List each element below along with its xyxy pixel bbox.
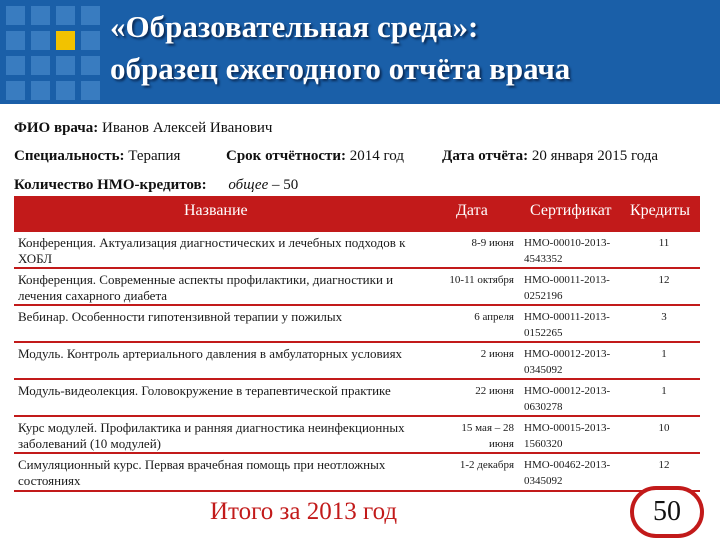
- credits-total-word: общее: [228, 177, 269, 193]
- period-value: 2014 год: [349, 148, 405, 164]
- row-credits: 11: [658, 237, 670, 249]
- row-cert: НМО-00012-2013-0345092: [524, 348, 611, 376]
- table-row: [14, 343, 700, 378]
- row-credits: 12: [658, 274, 670, 286]
- row-name: Конференция. Актуализация диагностических и лечебных подходов к ХОБЛ: [18, 235, 406, 266]
- fio-value: Иванов Алексей Иванович: [102, 120, 273, 136]
- row-credits: 1: [661, 348, 667, 360]
- table-row: [14, 417, 700, 452]
- row-cert: НМО-00010-2013-4543352: [524, 237, 611, 265]
- highlight-square: [56, 31, 75, 50]
- row-cert: НМО-00011-2013-0252196: [524, 274, 610, 302]
- period-row: [226, 148, 404, 165]
- report-date-row: [442, 148, 658, 165]
- row-date: 15 мая – 28 июня: [461, 422, 514, 450]
- credits-label: Количество НМО-кредитов:: [14, 177, 207, 193]
- header-credits: Кредиты: [630, 202, 691, 219]
- row-name: Модуль-видеолекция. Головокружение в терапевтической практике: [18, 383, 391, 398]
- row-credits: 3: [661, 311, 667, 323]
- row-cert: НМО-00012-2013-0630278: [524, 385, 611, 413]
- row-cert: НМО-00011-2013-0152265: [524, 311, 610, 339]
- row-cert: НМО-00462-2013-0345092: [524, 459, 611, 487]
- specialty-label: Специальность:: [14, 148, 125, 164]
- row-credits: 1: [661, 385, 667, 397]
- header-name: Название: [184, 202, 248, 219]
- row-date: 10-11 октября: [449, 274, 514, 286]
- table-row: [14, 269, 700, 304]
- row-credits: 12: [658, 459, 670, 471]
- title-banner: [0, 0, 720, 104]
- slide-title-line2: образец ежегодного отчёта врача: [110, 51, 571, 86]
- row-date: 1-2 декабря: [459, 459, 514, 471]
- credits-total-value: – 50: [271, 177, 299, 193]
- decorative-grid: [6, 6, 100, 100]
- row-date: 22 июня: [475, 385, 514, 397]
- slide-title-line1: «Образовательная среда»:: [110, 9, 479, 44]
- total-value-circle: [630, 486, 704, 538]
- fio-row: [14, 120, 272, 137]
- specialty-value: Терапия: [128, 148, 181, 164]
- row-name: Вебинар. Особенности гипотензивной терапии у пожилых: [18, 309, 343, 324]
- table-row: [14, 454, 700, 490]
- row-date: 6 апреля: [474, 311, 514, 323]
- total-label: Итого за 2013 год: [210, 498, 398, 525]
- specialty-row: [14, 148, 180, 165]
- report-date-value: 20 января 2015 года: [531, 148, 659, 164]
- header-date: Дата: [456, 202, 488, 219]
- row-name: Конференция. Современные аспекты профилактики, диагностики и лечения сахарного диабета: [18, 272, 394, 303]
- table-row: [14, 232, 700, 267]
- table-row: [14, 380, 700, 415]
- row-name: Симуляционный курс. Первая врачебная помощь при неотложных состояниях: [18, 457, 386, 488]
- period-label: Срок отчётности:: [226, 148, 347, 164]
- report-date-label: Дата отчёта:: [442, 148, 529, 164]
- header-cert: Сертификат: [530, 202, 612, 219]
- row-credits: 10: [658, 422, 670, 434]
- row-cert: НМО-00015-2013-1560320: [524, 422, 611, 450]
- row-name: Модуль. Контроль артериального давления в амбулаторных условиях: [18, 346, 403, 361]
- slide-title: [110, 6, 715, 90]
- total-value: 50: [653, 496, 681, 527]
- fio-label: ФИО врача:: [14, 120, 99, 136]
- credits-table: [14, 196, 700, 492]
- row-date: 8-9 июня: [471, 237, 514, 249]
- row-date: 2 июня: [480, 348, 514, 360]
- row-name: Курс модулей. Профилактика и ранняя диагностика неинфекционных заболеваний (10 модулей): [18, 420, 405, 451]
- credits-row: [14, 177, 298, 194]
- table-row: [14, 306, 700, 341]
